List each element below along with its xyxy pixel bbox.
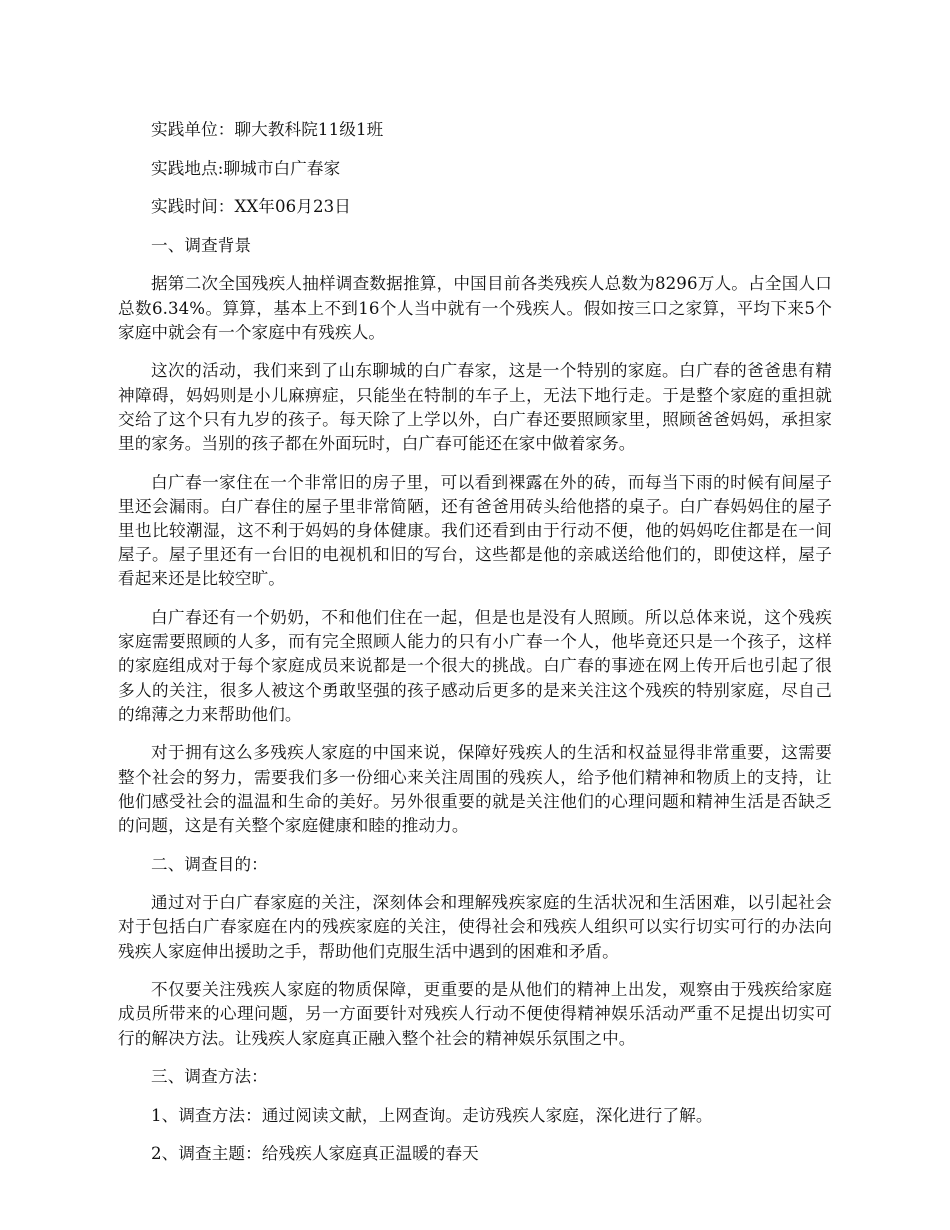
document-body (118, 118, 832, 1181)
method-item-1: 1、调查方法：通过阅读文献，上网查询。走访残疾人家庭，深化进行了解。 (151, 1105, 713, 1125)
method-item-2: 2、调查主题：给残疾人家庭真正温暖的春天 (151, 1144, 479, 1164)
section-heading-purpose: 二、调查目的： (151, 854, 268, 874)
paragraph: 据第二次全国残疾人抽样调查数据推算，中国目前各类残疾人总数为8296万人。占全国人口总数6.34%。算算，基本上不到16个人当中就有一个残疾人。假如按三口之家算，平均下来5个家庭中就会有一个家庭中有残疾人。 (118, 274, 832, 342)
paragraph: 这次的活动，我们来到了山东聊城的白广春家，这是一个特别的家庭。白广春的爸爸患有精神障碍，妈妈则是小儿麻痹症，只能坐在特制的车子上，无法下地行走。于是整个家庭的重担就交给了这个只有九岁的孩子。每天除了上学以外，白广春还要照顾家里，照顾爸爸妈妈，承担家里的家务。当别的孩子都在外面玩时，白广春可能还在家中做着家务。 (118, 361, 832, 453)
paragraph: 不仅要关注残疾人家庭的物质保障，更重要的是从他们的精神上出发，观察由于残疾给家庭成员所带来的心理问题，另一方面要针对残疾人行动不便使得精神娱乐活动严重不足提出切实可行的解决方法。让残疾人家庭真正融入整个社会的精神娱乐氛围之中。 (118, 980, 832, 1048)
practice-unit-line: 实践单位：聊大教科院11级1班 (151, 120, 384, 139)
paragraph: 对于拥有这么多残疾人家庭的中国来说，保障好残疾人的生活和权益显得非常重要，这需要整个社会的努力，需要我们多一份细心来关注周围的残疾人，给予他们精神和物质上的支持，让他们感受社会的温温和生命的美好。另外很重要的就是关注他们的心理问题和精神生活是否缺乏的问题，这是有关整个家庭健康和睦的推动力。 (118, 743, 832, 835)
practice-time-line: 实践时间：XX年06月23日 (151, 197, 352, 217)
paragraph: 白广春一家住在一个非常旧的房子里，可以看到裸露在外的砖，而每当下雨的时候有间屋子里还会漏雨。白广春住的屋子里非常简陋，还有爸爸用砖头给他搭的桌子。白广春妈妈住的屋子里也比较潮湿，这不利于妈妈的身体健康。我们还看到由于行动不便，他的妈妈吃住都是在一间屋子。屋子里还有一台旧的电视机和旧的写台，这些都是他的亲戚送给他们的，即使这样，屋子看起来还是比较空旷。 (118, 472, 832, 589)
section-heading-background: 一、调查背景 (151, 235, 252, 255)
section-heading-method: 三、调查方法： (151, 1067, 268, 1087)
paragraph: 白广春还有一个奶奶，不和他们住在一起，但是也是没有人照顾。所以总体来说，这个残疾家庭需要照顾的人多，而有完全照顾人能力的只有小广春一个人，他毕竟还只是一个孩子，这样的家庭组成对于每个家庭成员来说都是一个很大的挑战。白广春的事迹在网上传开后也引起了很多人的关注，很多人被这个勇敢坚强的孩子感动后更多的是来关注这个残疾的特别家庭，尽自己的绵薄之力来帮助他们。 (118, 607, 832, 724)
practice-location-line: 实践地点:聊城市白广春家 (151, 158, 341, 178)
paragraph: 通过对于白广春家庭的关注，深刻体会和理解残疾家庭的生活状况和生活困难，以引起社会对于包括白广春家庭在内的残疾家庭的关注，使得社会和残疾人组织可以实行切实可行的办法向残疾人家庭伸出援助之手，帮助他们克服生活中遇到的困难和矛盾。 (118, 893, 832, 961)
